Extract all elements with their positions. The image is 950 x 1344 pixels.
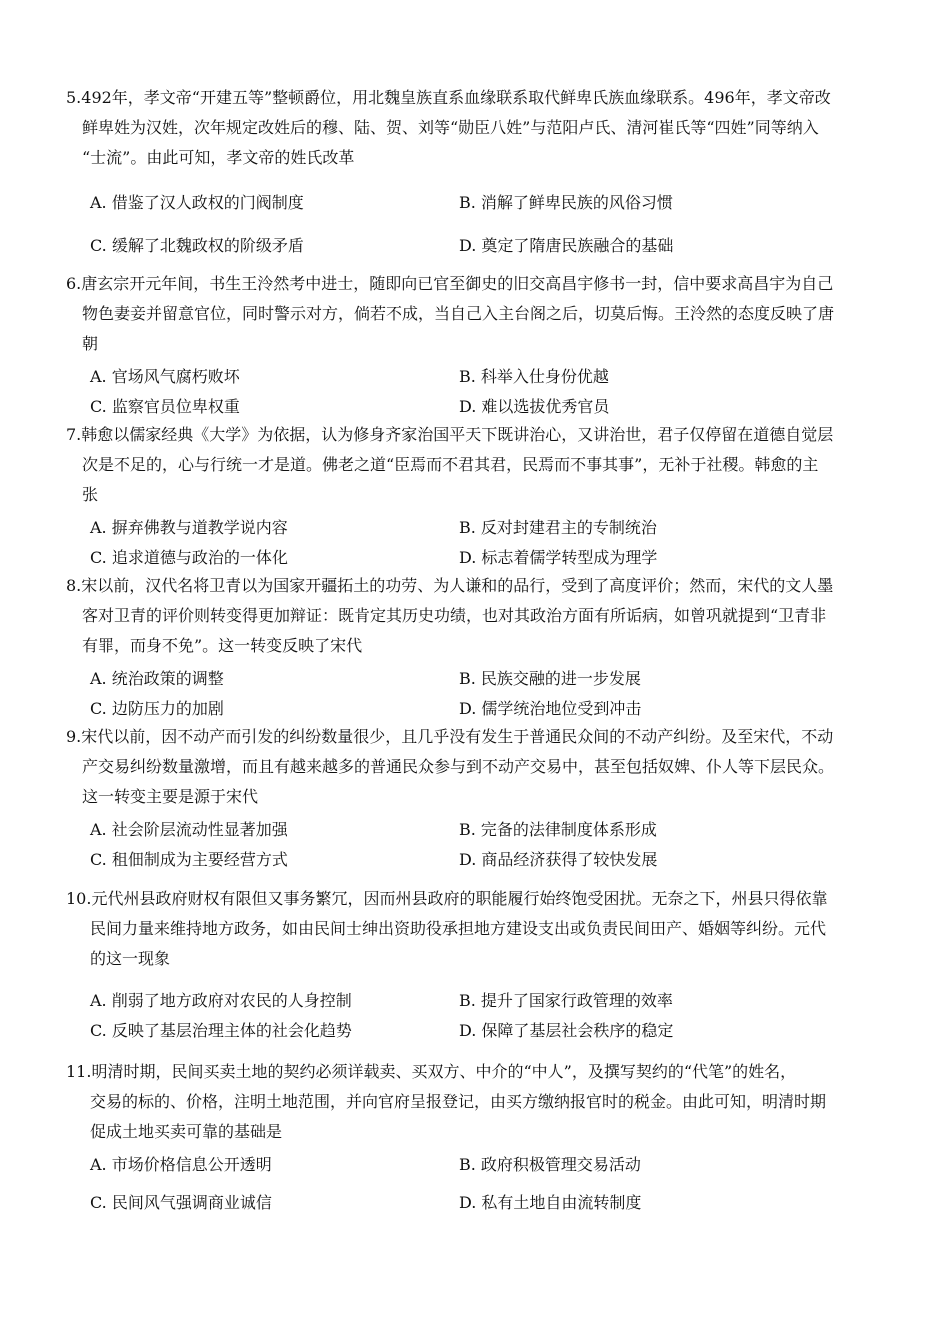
option-b[interactable]: B. 消解了鲜卑民族的风俗习惯: [459, 193, 673, 212]
stem-line: 这一转变主要是源于宋代: [82, 787, 259, 806]
stem-line: 促成土地买卖可靠的基础是: [90, 1122, 283, 1141]
stem-line: 韩愈以儒家经典《大学》为依据，认为修身齐家治国平天下既讲治心，又讲治世，君子仅停留在道德自觉层: [81, 425, 834, 444]
stem-line: 鲜卑姓为汉姓，次年规定改姓后的穆、陆、贺、刘等“勋臣八姓”与范阳卢氏、清河崔氏等“四姓”同等纳入: [82, 118, 819, 137]
question-number: 9.: [66, 727, 82, 746]
stem-line: 宋代以前，因不动产而引发的纠纷数量很少，且几乎没有发生于普通民众间的不动产纠纷。及至宋代，不动: [81, 727, 834, 746]
option-c[interactable]: C. 监察官员位卑权重: [90, 397, 240, 416]
stem-line: 唐玄宗开元年间，书生王泠然考中进士，随即向已官至御史的旧交高昌宇修书一封，信中要求高昌宇为自己: [81, 274, 834, 293]
question-11: [66, 1057, 886, 1212]
question-stem: [66, 571, 886, 661]
question-number: 7.: [66, 425, 82, 444]
question-stem: [66, 884, 886, 974]
stem-line: “士流”。由此可知，孝文帝的姓氏改革: [82, 148, 355, 167]
stem-line: 朝: [82, 334, 99, 353]
stem-line: 张: [82, 485, 99, 504]
stem-line: 客对卫青的评价则转变得更加辩证：既肯定其历史功绩，也对其政治方面有所诟病，如曾巩就提到“卫青非: [82, 606, 827, 625]
option-d[interactable]: D. 奠定了隋唐民族融合的基础: [459, 236, 674, 255]
option-c[interactable]: C. 民间风气强调商业诚信: [90, 1193, 272, 1212]
stem-line: 有罪，而身不免”。这一转变反映了宋代: [82, 636, 363, 655]
question-stem: [66, 83, 886, 173]
option-a[interactable]: A. 统治政策的调整: [90, 669, 224, 688]
question-stem: [66, 269, 886, 359]
option-a[interactable]: A. 市场价格信息公开透明: [90, 1155, 272, 1174]
question-number: 11.: [66, 1062, 92, 1081]
option-a[interactable]: A. 官场风气腐朽败坏: [90, 367, 240, 386]
option-b[interactable]: B. 提升了国家行政管理的效率: [459, 991, 673, 1010]
option-c[interactable]: C. 租佃制成为主要经营方式: [90, 850, 288, 869]
question-stem: [66, 722, 886, 812]
question-stem: [66, 1057, 886, 1147]
question-number: 5.: [66, 88, 82, 107]
option-b[interactable]: B. 反对封建君主的专制统治: [459, 518, 657, 537]
stem-line: 次是不足的，心与行统一才是道。佛老之道“臣焉而不君其君，民焉而不事其事”，无补于社稷。韩愈的主: [82, 455, 819, 474]
option-a[interactable]: A. 借鉴了汉人政权的门阀制度: [90, 193, 304, 212]
option-c[interactable]: C. 缓解了北魏政权的阶级矛盾: [90, 236, 304, 255]
option-a[interactable]: A. 社会阶层流动性显著加强: [90, 820, 288, 839]
option-d[interactable]: D. 保障了基层社会秩序的稳定: [459, 1021, 674, 1040]
question-9: [66, 722, 886, 869]
question-number: 8.: [66, 576, 82, 595]
stem-line: 民间力量来维持地方政务，如由民间士绅出资助役承担地方建设支出或负责民间田产、婚姻等纠纷。元代: [90, 919, 827, 938]
stem-line: 物色妻妾并留意官位，同时警示对方，倘若不成，当自己入主台阁之后，切莫后悔。王泠然的态度反映了唐: [82, 304, 835, 323]
option-b[interactable]: B. 完备的法律制度体系形成: [459, 820, 657, 839]
stem-line: 宋以前，汉代名将卫青以为国家开疆拓土的功劳、为人谦和的品行，受到了高度评价；然而，宋代的文人墨: [81, 576, 834, 595]
option-a[interactable]: A. 削弱了地方政府对农民的人身控制: [90, 991, 352, 1010]
option-d[interactable]: D. 儒学统治地位受到冲击: [459, 699, 642, 718]
option-c[interactable]: C. 反映了基层治理主体的社会化趋势: [90, 1021, 352, 1040]
option-b[interactable]: B. 民族交融的进一步发展: [459, 669, 641, 688]
question-7: [66, 420, 886, 567]
option-c[interactable]: C. 边防压力的加剧: [90, 699, 224, 718]
question-5: [66, 83, 886, 255]
option-a[interactable]: A. 摒弃佛教与道教学说内容: [90, 518, 288, 537]
question-8: [66, 571, 886, 718]
option-c[interactable]: C. 追求道德与政治的一体化: [90, 548, 288, 567]
stem-line: 的这一现象: [90, 949, 171, 968]
option-d[interactable]: D. 私有土地自由流转制度: [459, 1193, 642, 1212]
option-b[interactable]: B. 科举入仕身份优越: [459, 367, 609, 386]
stem-line: 元代州县政府财权有限但又事务繁冗，因而州县政府的职能履行始终饱受困扰。无奈之下，州县只得依靠: [91, 889, 828, 908]
question-stem: [66, 420, 886, 510]
question-number: 6.: [66, 274, 82, 293]
option-d[interactable]: D. 标志着儒学转型成为理学: [459, 548, 658, 567]
stem-line: 产交易纠纷数量激增，而且有越来越多的普通民众参与到不动产交易中，甚至包括奴婢、仆人等下层民众。: [82, 757, 835, 776]
question-6: [66, 269, 886, 416]
option-d[interactable]: D. 难以选拔优秀官员: [459, 397, 610, 416]
question-10: [66, 884, 886, 1040]
stem-line: 交易的标的、价格，注明土地范围，并向官府呈报登记，由买方缴纳报官时的税金。由此可知，明清时期: [90, 1092, 827, 1111]
option-b[interactable]: B. 政府积极管理交易活动: [459, 1155, 641, 1174]
stem-line: 492年，孝文帝“开建五等”整顿爵位，用北魏皇族直系血缘联系取代鲜卑氏族血缘联系。496年，孝文帝改: [81, 88, 831, 107]
stem-line: 明清时期，民间买卖土地的契约必须详载卖、买双方、中介的“中人”，及撰写契约的“代笔”的姓名，: [91, 1062, 797, 1081]
question-number: 10.: [66, 889, 92, 908]
option-d[interactable]: D. 商品经济获得了较快发展: [459, 850, 658, 869]
